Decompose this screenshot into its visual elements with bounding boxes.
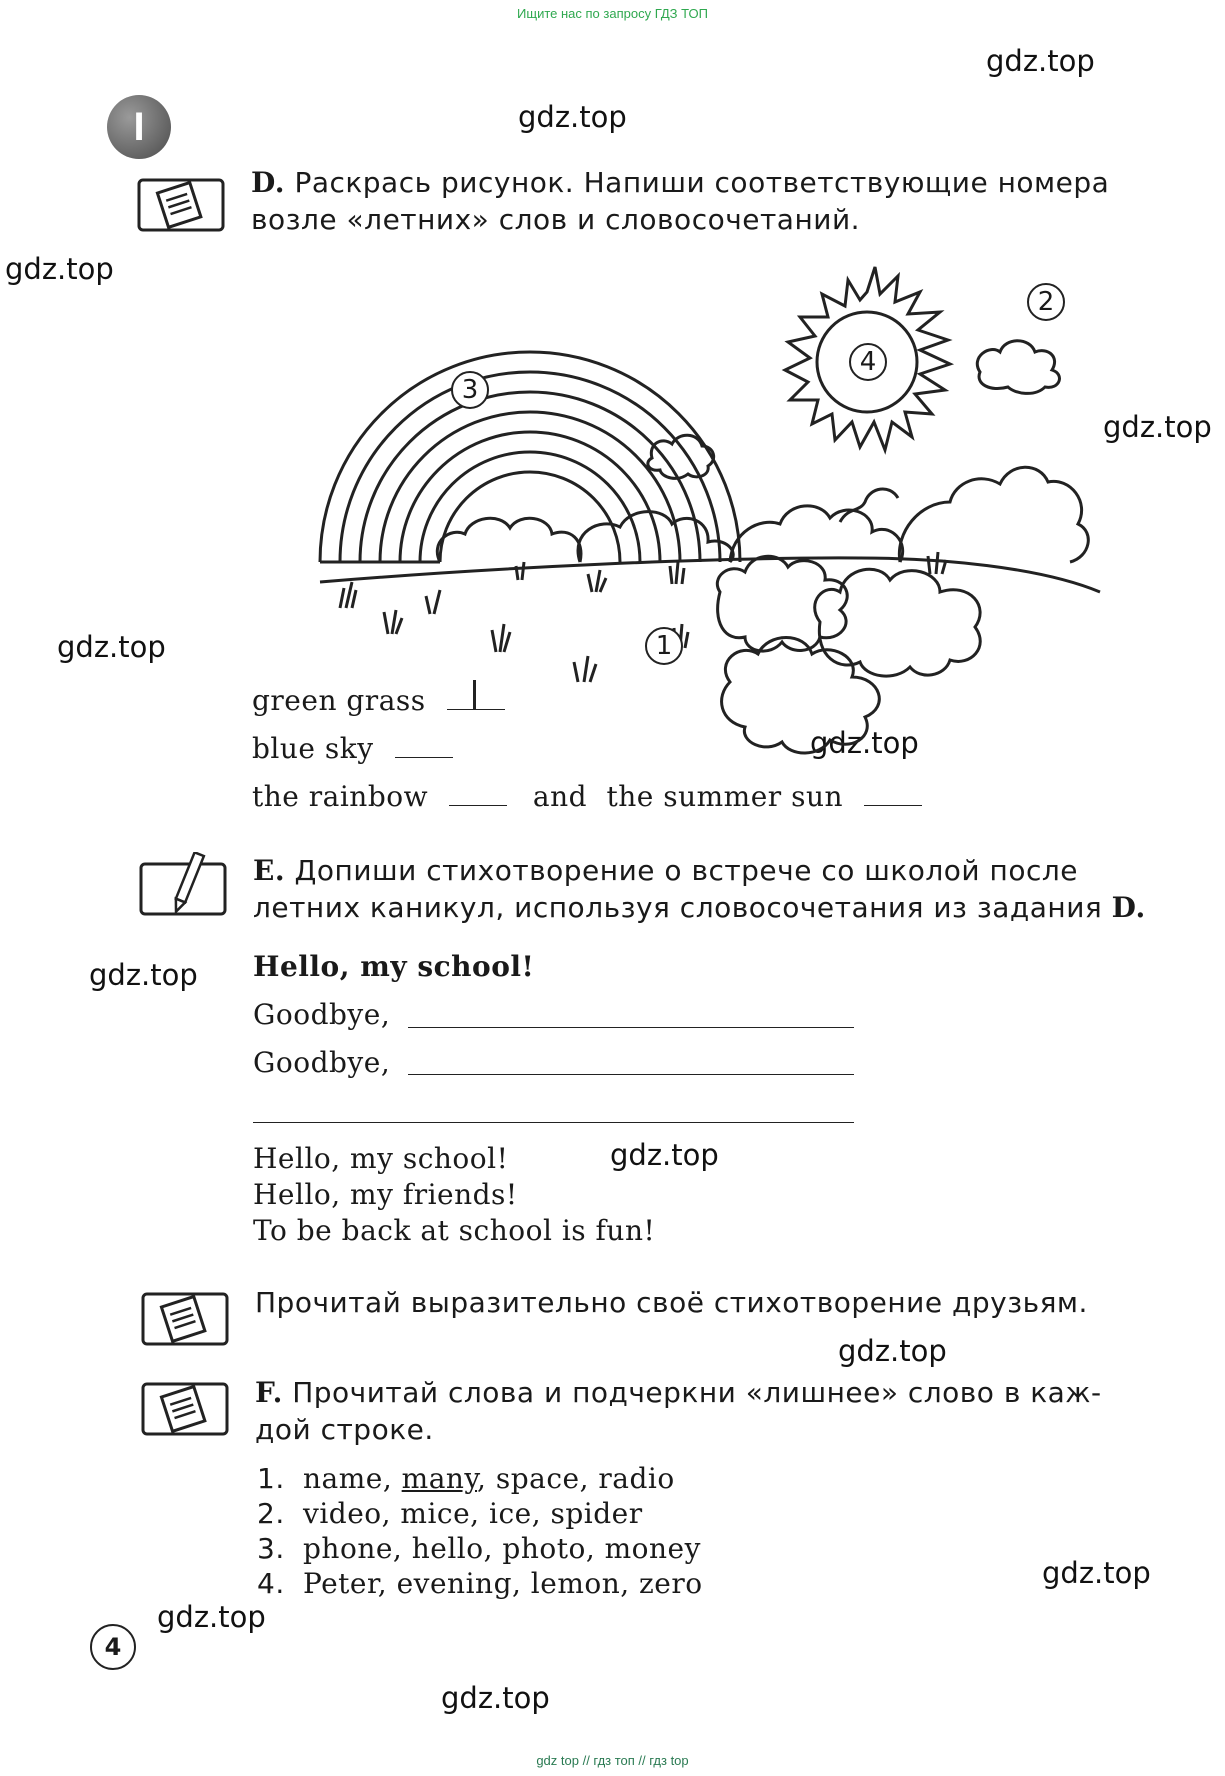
list-number: 4. <box>257 1567 285 1600</box>
phrase-rainbow-sun <box>252 780 922 813</box>
summer-sun-answer-field[interactable] <box>864 783 922 806</box>
list-word: name, <box>303 1462 393 1495</box>
phrase-blue-sky-text: blue sky <box>252 732 374 765</box>
poem-answer-line-3[interactable] <box>253 1122 854 1123</box>
watermark: gdz.top <box>838 1334 947 1368</box>
answer-mark <box>473 680 476 710</box>
task-d-letter: D. <box>251 166 286 199</box>
number-label: 3 <box>461 375 479 405</box>
list-words[interactable]: phone, hello, photo, money <box>303 1532 701 1565</box>
watermark: gdz.top <box>5 252 114 286</box>
poem-closing-1: Hello, my school! <box>253 1142 509 1175</box>
watermark: gdz.top <box>610 1138 719 1172</box>
poem-goodbye-2: Goodbye, <box>253 1046 391 1079</box>
notebook-icon <box>140 1286 232 1348</box>
task-d-instruction <box>251 166 1171 236</box>
watermark: gdz.top <box>57 630 166 664</box>
number-label: 1 <box>655 631 673 661</box>
pencil-icon <box>138 852 230 918</box>
notebook-icon <box>140 1376 232 1438</box>
watermark: gdz.top <box>1042 1556 1151 1590</box>
rainbow-picture <box>300 262 1120 802</box>
list-item <box>257 1497 643 1530</box>
footer-links[interactable]: gdz top // гдз топ // гдз top <box>536 1753 689 1768</box>
poem-title: Hello, my school! <box>253 950 535 983</box>
watermark: gdz.top <box>157 1600 266 1634</box>
list-item <box>257 1532 701 1565</box>
watermark: gdz.top <box>441 1681 550 1715</box>
list-words[interactable]: Peter, evening, lemon, zero <box>303 1567 703 1600</box>
watermark: gdz.top <box>1103 410 1212 444</box>
task-d-text-2: возле «летних» слов и словосочетаний. <box>251 203 861 236</box>
phrase-and-text: and <box>532 780 588 813</box>
task-e-text-1: Допиши стихотворение о встрече со школой после <box>294 854 1078 887</box>
page-number: 4 <box>90 1624 136 1670</box>
search-hint: Ищите нас по запросу ГДЗ ТОП <box>517 6 708 21</box>
poem-closing-3: To be back at school is fun! <box>253 1214 656 1247</box>
poem-answer-line-2[interactable] <box>408 1074 854 1075</box>
task-f-text-2: дой строке. <box>255 1413 434 1446</box>
watermark: gdz.top <box>986 44 1095 78</box>
watermark: gdz.top <box>518 100 627 134</box>
phrase-green-grass <box>252 684 505 717</box>
blue-sky-answer-field[interactable] <box>395 735 453 758</box>
phrase-summer-sun-text: the summer sun <box>606 780 844 813</box>
watermark: gdz.top <box>89 958 198 992</box>
task-e-ref: D. <box>1111 891 1146 924</box>
task-e-letter: E. <box>253 854 286 887</box>
list-number: 3. <box>257 1532 285 1565</box>
list-item <box>257 1567 703 1600</box>
phrase-rainbow-text: the rainbow <box>252 780 429 813</box>
task-f-letter: F. <box>255 1376 283 1409</box>
task-f-instruction <box>255 1376 1175 1446</box>
list-word: , space, radio <box>477 1462 675 1495</box>
poem-goodbye-1: Goodbye, <box>253 998 391 1031</box>
read-task-text: Прочитай выразительно своё стихотворение друзьям. <box>255 1286 1088 1319</box>
poem-answer-line-1[interactable] <box>408 1027 854 1028</box>
underlined-word[interactable]: many <box>401 1462 478 1495</box>
section-badge-label: I <box>133 105 145 149</box>
task-d-text-1: Раскрась рисунок. Напиши соответствующие номера <box>294 166 1110 199</box>
notebook-icon <box>136 172 228 234</box>
phrase-blue-sky <box>252 732 453 765</box>
list-item <box>257 1462 675 1495</box>
list-number: 1. <box>257 1462 285 1495</box>
watermark: gdz.top <box>810 726 919 760</box>
green-grass-answer-field[interactable] <box>447 687 505 710</box>
phrase-green-grass-text: green grass <box>252 684 426 717</box>
number-label: 2 <box>1037 287 1055 317</box>
task-f-text-1: Прочитай слова и подчеркни «лишнее» слово в каж- <box>292 1376 1102 1409</box>
poem-closing-2: Hello, my friends! <box>253 1178 518 1211</box>
list-words[interactable]: video, mice, ice, spider <box>303 1497 643 1530</box>
rainbow-answer-field[interactable] <box>449 783 507 806</box>
task-e-instruction <box>253 854 1173 924</box>
number-label: 4 <box>859 347 877 377</box>
list-number: 2. <box>257 1497 285 1530</box>
task-e-text-2: летних каникул, используя словосочетания из задания <box>253 891 1103 924</box>
